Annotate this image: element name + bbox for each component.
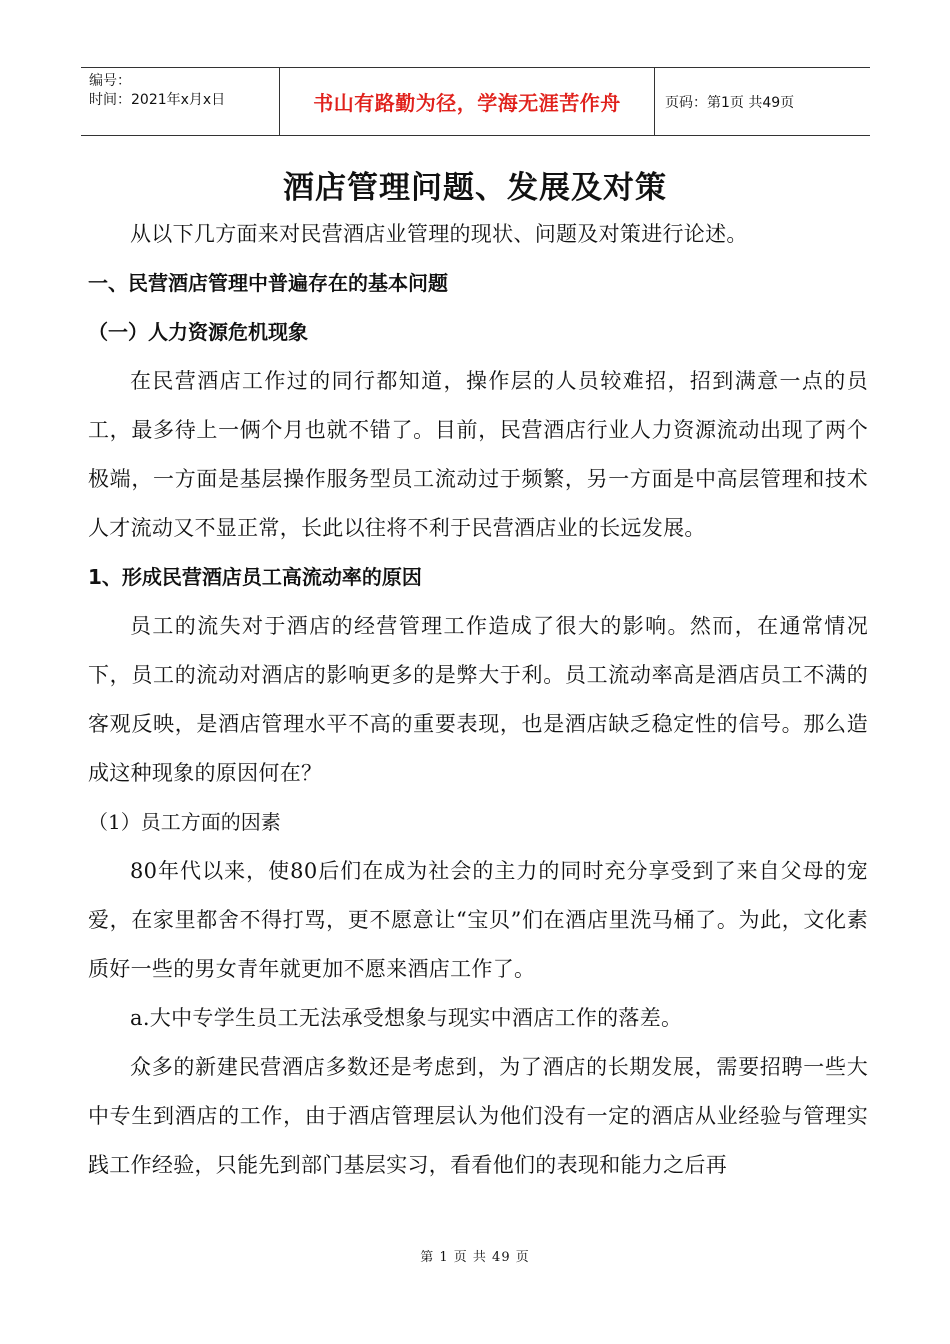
- page-footer: 第 1 页 共 49 页: [420, 1250, 530, 1265]
- intro-paragraph: 从以下几方面来对民营酒店业管理的现状、问题及对策进行论述。: [130, 222, 748, 246]
- header-meta-cell: [81, 68, 280, 135]
- page-info: 页码：第1页 共49页: [665, 94, 795, 111]
- paragraph: 在民营酒店工作过的同行都知道，操作层的人员较难招，招到满意一点的员工，最多待上一俩个月也就不错了。目前，民营酒店行业人力资源流动出现了两个极端，一方面是基层操作服务型员工流动过于频繁，另一方面是中高层管理和技术人才流动又不显正常，长此以往将不利于民营酒店业的长远发展。: [88, 369, 868, 540]
- subsection-heading: （一）人力资源危机现象: [88, 320, 308, 344]
- factor-heading: （1）员工方面的因素: [88, 810, 281, 834]
- point-heading: 1、形成民营酒店员工高流动率的原因: [88, 565, 422, 589]
- list-item: a.大中专学生员工无法承受想象与现实中酒店工作的落差。: [130, 1006, 683, 1030]
- document-number-label: 编号：: [89, 73, 131, 89]
- document-date: 时间：2021年x月x日: [89, 92, 226, 108]
- paragraph: 员工的流失对于酒店的经营管理工作造成了很大的影响。然而，在通常情况下，员工的流动对酒店的影响更多的是弊大于利。员工流动率高是酒店员工不满的客观反映，是酒店管理水平不高的重要表现，也是酒店缺乏稳定性的信号。那么造成这种现象的原因何在？: [88, 614, 868, 785]
- section-heading: 一、民营酒店管理中普遍存在的基本问题: [88, 271, 448, 295]
- motto: 书山有路勤为径，学海无涯苦作舟: [313, 91, 621, 115]
- paragraph: 众多的新建民营酒店多数还是考虑到，为了酒店的长期发展，需要招聘一些大中专生到酒店的工作，由于酒店管理层认为他们没有一定的酒店从业经验与管理实践工作经验，只能先到部门基层实习，看看他们的表现和能力之后再: [88, 1055, 868, 1177]
- document-body: [88, 210, 868, 1190]
- header-table: [81, 67, 870, 136]
- paragraph: 80年代以来，使80后们在成为社会的主力的同时充分享受到了来自父母的宠爱，在家里都舍不得打骂，更不愿意让“宝贝”们在酒店里洗马桶了。为此，文化素质好一些的男女青年就更加不愿来酒店工作了。: [88, 859, 868, 981]
- document-title: 酒店管理问题、发展及对策: [283, 170, 667, 206]
- header-motto-cell: [280, 68, 655, 135]
- header-page-cell: [655, 68, 870, 135]
